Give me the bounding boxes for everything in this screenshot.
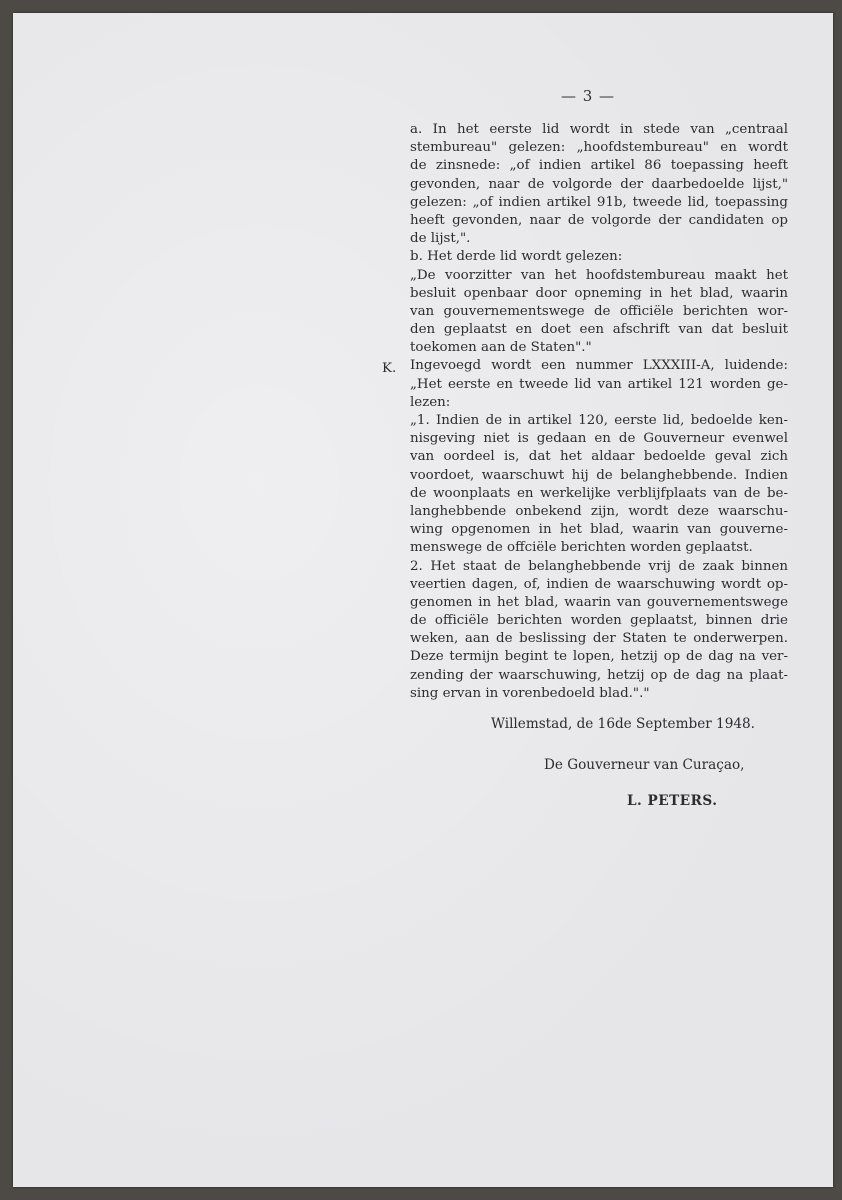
text-line: Deze termijn begint te lopen, hetzij op de dag na ver- (410, 649, 788, 665)
text-line: menswege de offciële berichten worden geplaatst. (410, 540, 753, 556)
text-line: de zinsnede: „of indien artikel 86 toepassing heeft (410, 158, 788, 174)
text-line: toekomen aan de Staten"." (410, 340, 592, 356)
text-line: de officiële berichten worden geplaatst, binnen drie (410, 613, 788, 629)
text-line: zending der waarschuwing, hetzij op de dag na plaat- (410, 667, 788, 683)
text-line: „De voorzitter van het hoofdstembureau maakt het (410, 267, 788, 283)
text-line: b. Het derde lid wordt gelezen: (410, 249, 623, 265)
text-line: nisgeving niet is gedaan en de Gouverneur evenwel (410, 431, 788, 447)
text-line: van gouvernementswege de officiële berichten wor- (410, 303, 788, 319)
section-label-k: K. (382, 361, 397, 376)
text-line: genomen in het blad, waarin van gouvernementswege (410, 594, 788, 610)
text-line: Ingevoegd wordt een nummer LXXXIII-A, luidende: (410, 358, 788, 374)
text-line: veertien dagen, of, indien de waarschuwing wordt op- (410, 576, 788, 592)
text-line: heeft gevonden, naar de volgorde der candidaten op (410, 212, 788, 228)
text-line: de woonplaats en werkelijke verblijfplaats van de be- (410, 485, 788, 501)
text-line: lezen: (410, 394, 451, 410)
text-line: „Het eerste en tweede lid van artikel 121 worden ge- (410, 376, 788, 392)
closing-title: De Gouverneur van Curaçao, (544, 757, 745, 773)
text-line: besluit openbaar door opneming in het blad, waarin (410, 285, 788, 301)
text-line: van oordeel is, dat het aldaar bedoelde geval zich (410, 449, 788, 465)
text-line: gevonden, naar de volgorde der daarbedoelde lijst," (410, 176, 788, 192)
text-line: voordoet, waarschuwt hij de belanghebbende. Indien (410, 467, 788, 483)
text-line: weken, aan de beslissing der Staten te onderwerpen. (410, 631, 788, 647)
text-line: wing opgenomen in het blad, waarin van gouverne- (410, 522, 788, 538)
text-line: „1. Indien de in artikel 120, eerste lid, bedoelde ken- (410, 413, 788, 428)
text-line: gelezen: „of indien artikel 91b, tweede lid, toepassing (410, 194, 788, 210)
text-line: den geplaatst en doet een afschrift van dat besluit (410, 322, 788, 338)
text-line: langhebbende onbekend zijn, wordt deze waarschu- (410, 503, 788, 519)
text-line: de lijst,". (410, 231, 471, 247)
text-line: a. In het eerste lid wordt in stede van „centraal (410, 122, 788, 137)
signature-name: L. PETERS. (627, 793, 718, 809)
document-page (13, 13, 833, 1187)
text-line: stembureau" gelezen: „hoofdstembureau" en wordt (410, 140, 788, 156)
body-text (410, 121, 788, 703)
text-line: 2. Het staat de belanghebbende vrij de zaak binnen (410, 558, 788, 574)
closing-date: Willemstad, de 16de September 1948. (491, 716, 755, 732)
text-line: sing ervan in vorenbedoeld blad."." (410, 685, 650, 701)
page-number: — 3 — (560, 87, 616, 105)
